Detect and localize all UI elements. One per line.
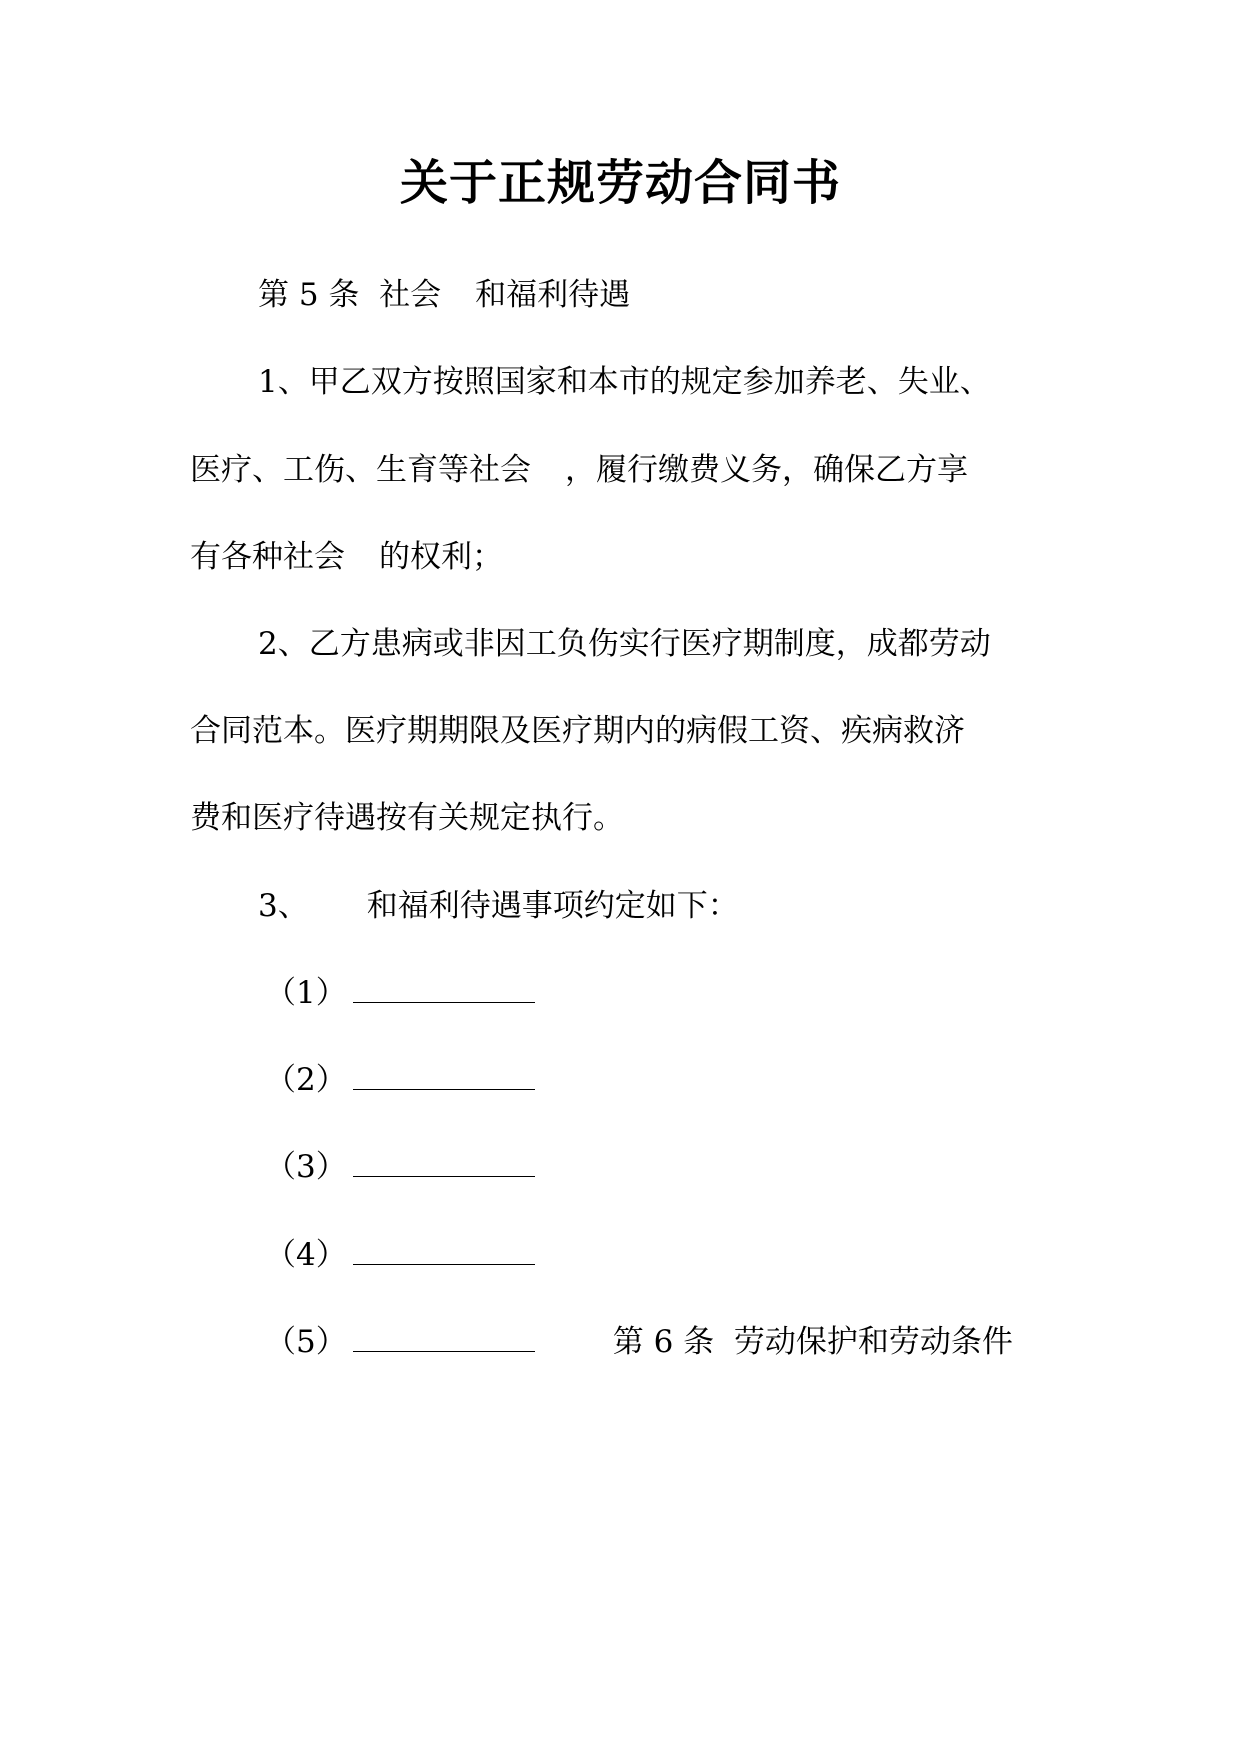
sub-item-label: （3） [265,1149,347,1185]
fill-in-blank[interactable] [353,1325,535,1352]
sub-item-3 [265,1147,535,1187]
article5-heading-part-b: 和福利待遇 [475,277,631,313]
item2-line3: 费和医疗待遇按有关规定执行。 [190,800,624,836]
sub-item-label: （1） [265,975,347,1011]
item2-line2: 合同范本。医疗期期限及医疗期内的病假工资、疾病救济 [190,713,965,749]
fill-in-blank[interactable] [353,1063,535,1090]
fill-in-blank[interactable] [353,976,535,1003]
article6-heading: 第 6 条 劳动保护和劳动条件 [612,1324,1013,1360]
item1-line2-part-b: ，履行缴费义务，确保乙方享 [565,452,968,488]
item1-line3-part-a: 有各种社会 [190,539,345,575]
item3-line1 [258,886,739,926]
item1-line3-part-b: 的权利； [379,539,503,575]
fill-in-blank[interactable] [353,1150,535,1177]
article5-heading-part-a: 第 5 条 社会 [258,277,442,313]
sub-item-label: （2） [265,1062,347,1098]
item1-line1: 1、甲乙双方按照国家和本市的规定参加养老、失业、 [258,364,991,400]
article5-heading [258,275,630,315]
item3-line1-part-b: 和福利待遇事项约定如下： [366,888,739,924]
item1-line3 [190,537,503,577]
sub-item-label: （4） [265,1237,347,1273]
fill-in-blank[interactable] [353,1238,535,1265]
sub-item-label: （5） [265,1324,347,1360]
item1-line2 [190,450,968,490]
document-title: 关于正规劳动合同书 [399,155,841,211]
sub-item-2 [265,1060,535,1100]
sub-item-4 [265,1235,535,1275]
item1-line2-part-a: 医疗、工伤、生育等社会 [190,452,531,488]
sub-item-5 [265,1322,1013,1362]
item3-line1-part-a: 3、 [258,888,309,924]
sub-item-1 [265,973,535,1013]
item2-line1: 2、乙方患病或非因工负伤实行医疗期制度，成都劳动 [258,626,991,662]
